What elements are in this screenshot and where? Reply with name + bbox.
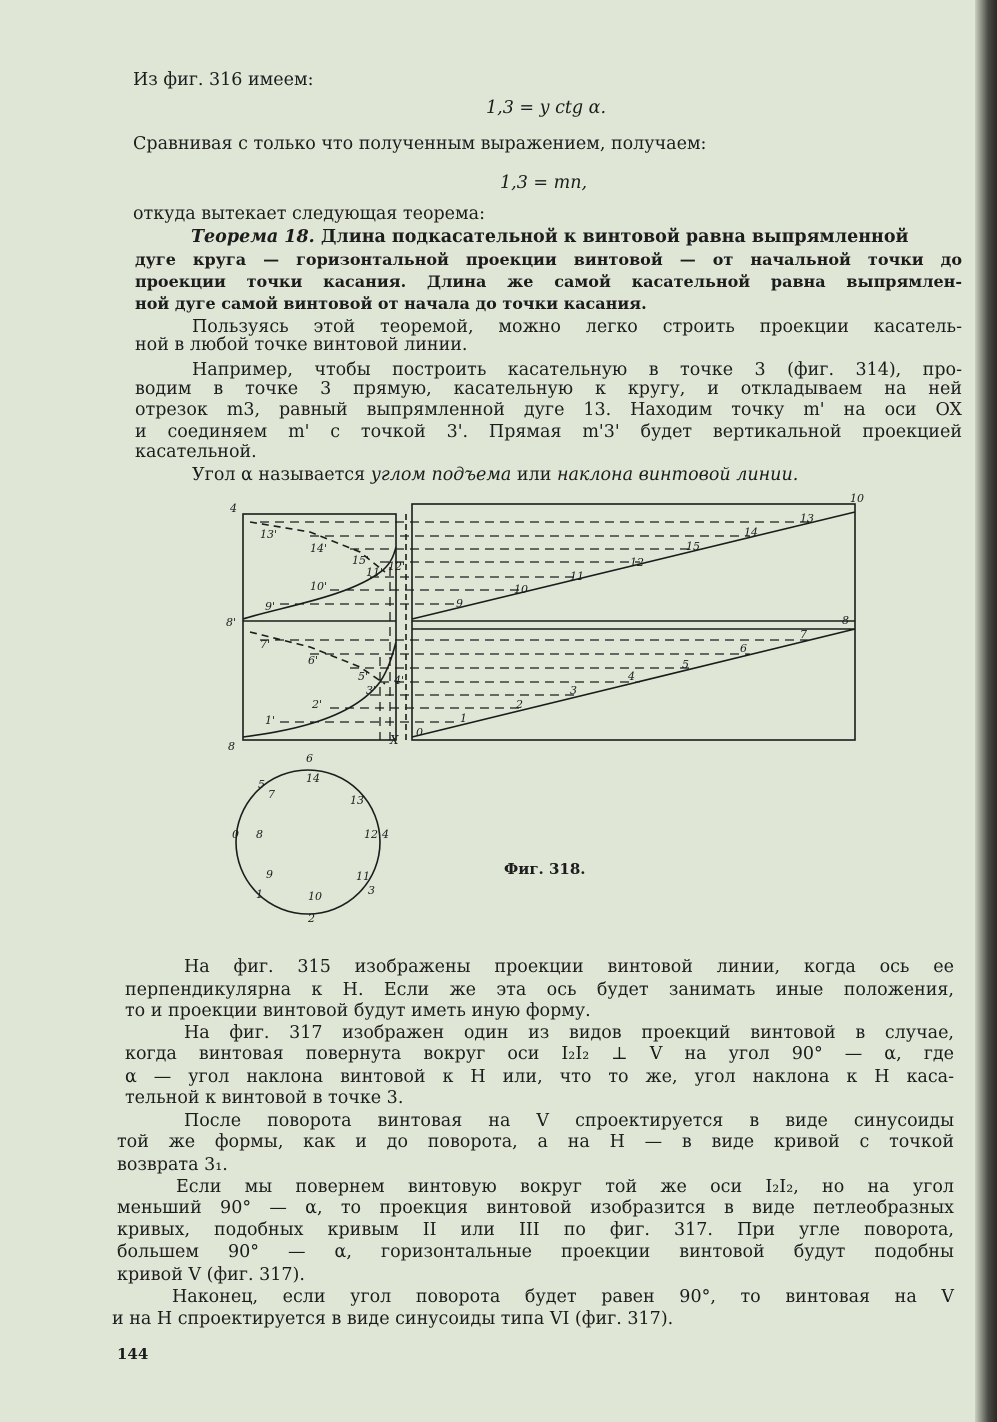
page-number: 144 [117, 1345, 149, 1363]
circle-label-13: 13 [350, 794, 364, 807]
lr-label-5: 5 [682, 658, 689, 671]
fig-right-top-label: 10 [850, 492, 864, 505]
q4-line-3: кривых, подобных кривым II или III по фиг. 317. При угле поворота, [117, 1220, 954, 1240]
para1-line-1: Пользуясь этой теоремой, можно легко строить проекции касатель- [192, 317, 962, 337]
q4-line-1: Если мы повернем винтовую вокруг той же оси I₂I₂, но на угол [176, 1177, 954, 1197]
circle-label-14: 14 [306, 772, 320, 785]
theorem-line-2: дуге круга — горизонтальной проекции винтовой — от начальной точки до [135, 250, 962, 269]
circle-label-11: 11 [356, 870, 370, 883]
q3-line-3: возврата 3₁. [117, 1155, 228, 1175]
ll-label-5: 5' [358, 670, 369, 683]
lr-label-6: 6 [740, 642, 747, 655]
lr-label-1: 1 [460, 712, 467, 725]
lr-label-2: 2 [516, 698, 523, 711]
para2-line-5: касательной. [135, 442, 257, 462]
q2-line-2: когда винтовая повернута вокруг оси I₂I₂ ⊥ V на угол 90° — α, где [125, 1044, 954, 1064]
q3-line-2: той же формы, как и до поворота, а на H — в виде кривой с точкой [117, 1132, 954, 1152]
circle-label-10: 10 [308, 890, 322, 903]
circle-label-6: 6 [306, 752, 313, 765]
theorem-text-1: Длина подкасательной к винтовой равна выпрямленной [320, 227, 909, 247]
circle-label-7: 7 [268, 788, 275, 801]
circle-label-9: 9 [266, 868, 273, 881]
circle-label-5: 5 [258, 778, 265, 791]
ll-label-4: 4' [394, 674, 405, 687]
formula-1: 1,3 = y ctg α. [486, 98, 607, 118]
q2-line-1: На фиг. 317 изображен один из видов проекций винтовой в случае, [184, 1023, 954, 1043]
whence-line: откуда вытекает следующая теорема: [133, 204, 485, 224]
q1-line-2: перпендикулярна к H. Если же эта ось будет занимать иные положения, [125, 980, 954, 1000]
q4-line-2: меньший 90° — α, то проекция винтовой изобразится в виде петлеобразных [117, 1198, 954, 1218]
ll-label-3: 3' [366, 684, 377, 697]
para2-line-1: Например, чтобы построить касательную в точке 3 (фиг. 314), про- [192, 360, 962, 380]
para3-term-1: углом подъема [370, 465, 512, 485]
ur-label-10: 10 [514, 583, 528, 596]
para2-line-2: водим в точке 3 прямую, касательную к кругу, и откладываем на ней [135, 379, 962, 399]
q4-line-4: большем 90° — α, горизонтальные проекции винтовой будут подобны [117, 1242, 954, 1262]
para3-line [192, 466, 798, 485]
fig-axis-label: X [390, 733, 399, 747]
theorem-line-4: ной дуге самой винтовой от начала до точки касания. [135, 294, 647, 313]
ul-label-9: 9' [265, 600, 276, 613]
para3-a: Угол α называется [192, 465, 366, 485]
q2-line-4: тельной к винтовой в точке 3. [125, 1088, 404, 1108]
ul-label-11: 11' [366, 566, 384, 579]
circle-label-3: 3 [368, 884, 375, 897]
theorem-line-3: проекции точки касания. Длина же самой касательной равна выпрямлен- [135, 272, 962, 291]
fig-left-mid-label: 8' [226, 616, 237, 629]
ur-label-11: 11 [570, 570, 584, 583]
theorem-line-1 [133, 228, 962, 247]
compare-line: Сравнивая с только что полученным выражением, получаем: [133, 134, 707, 154]
circle-label-12: 12 [364, 828, 378, 841]
para2-line-3: отрезок m3, равный выпрямленной дуге 13. Находим точку m' на оси OX [135, 400, 962, 420]
formula-2: 1,3 = mn, [500, 173, 588, 193]
para2-line-4: и соединяем m' с точкой 3'. Прямая m'3' будет вертикальной проекцией [135, 422, 962, 442]
ul-label-14: 14' [310, 542, 328, 555]
ll-label-7: 7' [260, 638, 271, 651]
lr-label-0: 0 [416, 726, 423, 739]
ur-label-14: 14 [744, 526, 758, 539]
ul-label-12: 12' [388, 560, 406, 573]
circle-label-2: 2 [308, 912, 315, 925]
q3-line-1: После поворота винтовая на V спроектируется в виде синусоиды [184, 1111, 954, 1131]
q1-line-1: На фиг. 315 изображены проекции винтовой линии, когда ось ее [184, 957, 954, 977]
para3-c: или [516, 465, 552, 485]
ur-label-12: 12 [630, 556, 644, 569]
q2-line-3: α — угол наклона винтовой к H или, что то же, угол наклона к H каса- [125, 1067, 954, 1087]
fig-right-mid-label: 8 [842, 614, 849, 627]
intro-line: Из фиг. 316 имеем: [133, 70, 314, 90]
circle-label-1a: 1 [256, 888, 263, 901]
circle-label-0: 0 [232, 828, 239, 841]
para1-line-2: ной в любой точке винтовой линии. [135, 335, 468, 355]
fig-left-top-label: 4 [230, 502, 237, 515]
q5-line-1: Наконец, если угол поворота будет равен 90°, то винтовая на V [172, 1287, 954, 1307]
ur-label-9: 9 [456, 597, 463, 610]
ul-label-13: 13' [260, 528, 278, 541]
ur-label-15: 15 [686, 540, 700, 553]
theorem-label: Теорема 18. [191, 227, 315, 247]
figure-caption: Фиг. 318. [504, 860, 586, 878]
lr-label-3: 3 [570, 684, 577, 697]
q1-line-3: то и проекции винтовой будут иметь иную форму. [125, 1001, 591, 1021]
ll-label-2: 2' [312, 698, 323, 711]
circle-label-8: 8 [256, 828, 263, 841]
lr-label-4: 4 [628, 670, 635, 683]
para3-term-2: наклона винтовой линии. [556, 465, 799, 485]
page-edge-shadow [975, 0, 997, 1422]
right-frame [412, 504, 855, 740]
ul-label-10: 10' [310, 580, 328, 593]
ur-label-13: 13 [800, 512, 814, 525]
q5-line-2: и на H спроектируется в виде синусоиды типа VI (фиг. 317). [112, 1309, 674, 1329]
ll-label-1: 1' [265, 714, 276, 727]
lr-label-7: 7 [800, 628, 807, 641]
circle-label-4: 4 [382, 828, 389, 841]
q4-line-5: кривой V (фиг. 317). [117, 1265, 305, 1285]
fig-left-bottom-label: 8 [228, 740, 235, 753]
lower-helix-line [412, 629, 855, 737]
ul-label-15: 15' [352, 554, 370, 567]
ll-label-6: 6' [308, 654, 319, 667]
